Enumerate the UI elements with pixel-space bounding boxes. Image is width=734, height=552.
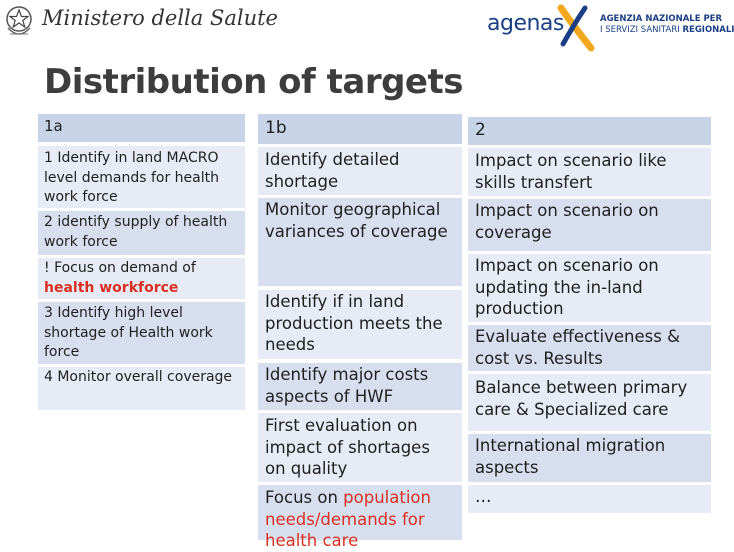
column-2-item: … [468, 485, 711, 513]
column-2-item: Impact on scenario on updating the in-land production [468, 254, 711, 322]
focus-text: ! Focus on demand of [44, 260, 196, 276]
column-2-item: Balance between primary care & Specialized care [468, 374, 711, 431]
column-1a-item: 2 identify supply of health work force [38, 211, 245, 255]
agency-name [600, 14, 734, 36]
column-1a-header: 1a [38, 114, 245, 142]
page-title: Distribution of targets [44, 62, 463, 102]
column-1b-focus [258, 485, 462, 550]
italian-emblem-icon [4, 4, 34, 42]
column-1b-header: 1b [258, 114, 462, 144]
column-2-item: International migration aspects [468, 434, 711, 482]
agency-name-line2-a: I SERVIZI SANITARI [600, 25, 683, 35]
column-1a-item: 4 Monitor overall coverage [38, 367, 245, 410]
slide-header [0, 0, 734, 62]
column-1a-item: 3 Identify high level shortage of Health work force [38, 302, 245, 364]
agency-name-line2 [600, 25, 734, 36]
column-2-item: Evaluate effectiveness & cost vs. Results [468, 325, 711, 371]
column-1b-item: Monitor geographical variances of coverage [258, 198, 462, 286]
column-2-header: 2 [468, 117, 711, 145]
column-1b-item: Identify detailed shortage [258, 147, 462, 195]
ministry-logo-text: Ministero della Salute [42, 6, 278, 30]
agenas-logo-icon [555, 2, 595, 52]
agenas-logo-text: agenas [487, 11, 564, 36]
column-1a-item: 1 Identify in land MACRO level demands for health work force [38, 146, 245, 208]
column-1b-item: First evaluation on impact of shortages on quality [258, 413, 462, 482]
focus-highlight: health workforce [44, 279, 179, 296]
focus-highlight: population needs/demands for health care [265, 488, 431, 550]
column-2-item: Impact on scenario on coverage [468, 199, 711, 251]
focus-text: Focus on [265, 488, 344, 507]
column-1b-item: Identify major costs aspects of HWF [258, 363, 462, 410]
column-1a-focus [38, 258, 245, 299]
agency-name-line2-b: REGIONALI [682, 25, 734, 35]
column-1b-item: Identify if in land production meets the needs [258, 290, 462, 359]
column-2-item: Impact on scenario like skills transfert [468, 148, 711, 196]
agency-name-line1: AGENZIA NAZIONALE PER [600, 14, 723, 24]
